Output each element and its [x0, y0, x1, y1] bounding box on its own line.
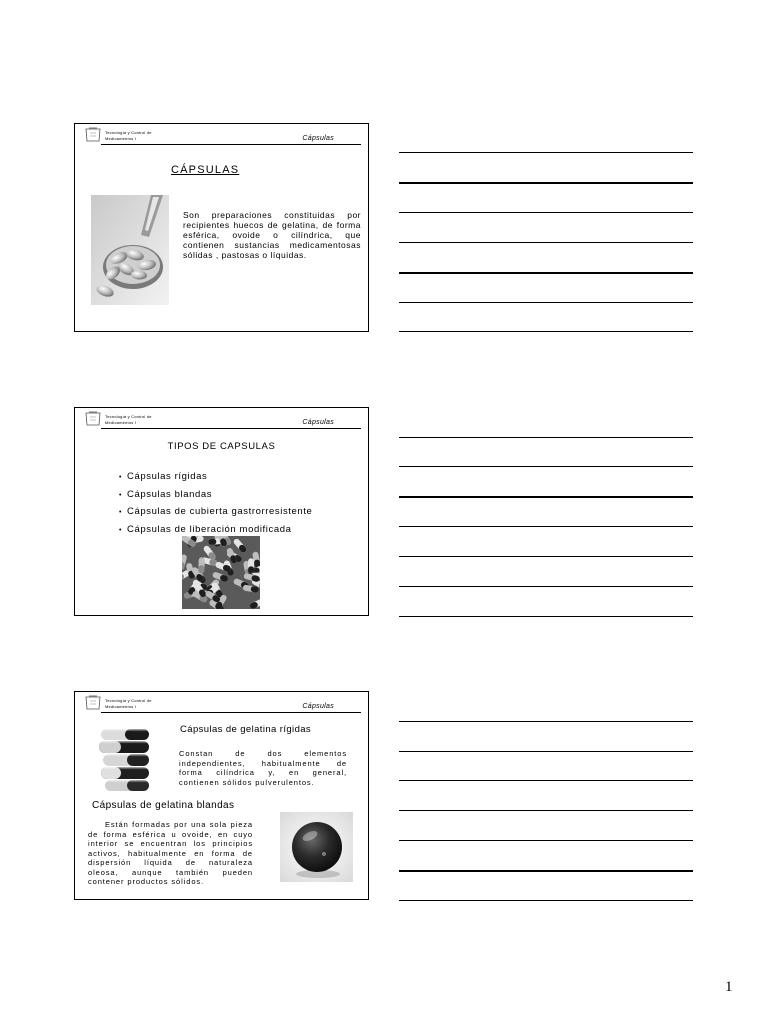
capsules-spoon-photo — [91, 195, 169, 305]
note-line — [399, 331, 693, 332]
note-line — [399, 900, 693, 901]
header-rule — [101, 428, 361, 429]
note-line — [399, 616, 693, 617]
note-line — [399, 212, 693, 213]
note-line — [399, 810, 693, 811]
note-line — [399, 556, 693, 557]
note-line — [399, 751, 693, 752]
section-label: Cápsulas — [302, 419, 334, 426]
note-line — [399, 870, 693, 872]
slide-header — [75, 408, 368, 429]
header-rule — [101, 144, 361, 145]
institution-line-2: Medicamentos I — [105, 136, 137, 141]
note-line — [399, 182, 693, 184]
capsule-shape — [198, 557, 205, 573]
institution-line-1: Tecnología y Control de — [105, 698, 152, 703]
capsule-definition: Son preparaciones constituidas por recipientes huecos de gelatina, de forma esférica, ovoide o cilíndrica, que contienen sustancias medicamentosas sólidas , pastosas o líquidas. — [183, 210, 361, 260]
list-item-label: Cápsulas rígidas — [127, 471, 208, 482]
institution-name — [105, 130, 152, 142]
slide-header — [75, 124, 368, 145]
soft-gelatin-title: Cápsulas de gelatina blandas — [92, 800, 235, 811]
bullet-icon: • — [119, 509, 123, 516]
institution-name — [105, 414, 152, 426]
faculty-logo-icon — [84, 695, 102, 711]
slide-title: TIPOS DE CAPSULAS — [167, 441, 276, 452]
capsule-shape — [248, 558, 254, 574]
slide-title: CÁPSULAS — [171, 164, 240, 176]
note-line — [399, 780, 693, 781]
institution-name — [105, 698, 152, 710]
section-label: Cápsulas — [302, 135, 334, 142]
note-line — [399, 721, 693, 722]
note-line — [399, 437, 693, 438]
institution-line-2: Medicamentos I — [105, 420, 137, 425]
slide-1 — [74, 123, 369, 332]
bullet-icon: • — [119, 526, 123, 534]
slide-header — [75, 692, 368, 713]
hard-gelatin-text: Constan de dos elementos independientes, habitualmente de forma cilíndrica y, en general, contienen sólidos pulverulentos. — [179, 749, 347, 787]
list-item — [119, 487, 312, 505]
institution-line-1: Tecnología y Control de — [105, 130, 152, 135]
soft-capsule-photo — [280, 812, 353, 882]
list-item-label: Cápsulas de cubierta gastrorresistente — [127, 506, 313, 517]
bullet-icon: • — [119, 491, 123, 499]
note-line — [399, 586, 693, 587]
faculty-logo-icon — [84, 127, 102, 143]
note-line — [399, 466, 693, 467]
list-item-label: Cápsulas de liberación modificada — [127, 523, 292, 535]
list-item — [119, 504, 312, 522]
slide-2 — [74, 407, 369, 616]
page-number: 1 — [725, 979, 733, 995]
faculty-logo-icon — [84, 411, 102, 427]
hard-gelatin-title: Cápsulas de gelatina rígidas — [180, 724, 312, 735]
list-item-label: Cápsulas blandas — [127, 488, 213, 500]
hard-capsules-stack-photo — [95, 727, 155, 792]
header-rule — [101, 712, 361, 713]
section-label: Cápsulas — [302, 703, 334, 710]
bullet-icon: • — [119, 474, 123, 481]
note-line — [399, 526, 693, 527]
soft-gelatin-text: Están formadas por una sola pieza de forma esférica u ovoide, en cuyo interior se encuentran los principios activos, habitualmente en forma de dispersión líquida de naturaleza oleosa, aunque también pueden contener productos sólidos. — [88, 820, 253, 886]
note-line — [399, 840, 693, 841]
capsule-types-list — [119, 469, 312, 539]
note-line — [399, 302, 693, 303]
slide-3 — [74, 691, 369, 900]
note-line — [399, 272, 693, 274]
note-line — [399, 496, 693, 498]
list-item — [119, 469, 312, 487]
note-line — [399, 242, 693, 243]
note-line — [399, 152, 693, 153]
institution-line-1: Tecnología y Control de — [105, 414, 152, 419]
institution-line-2: Medicamentos I — [105, 704, 137, 709]
capsules-pile-photo — [182, 536, 260, 609]
